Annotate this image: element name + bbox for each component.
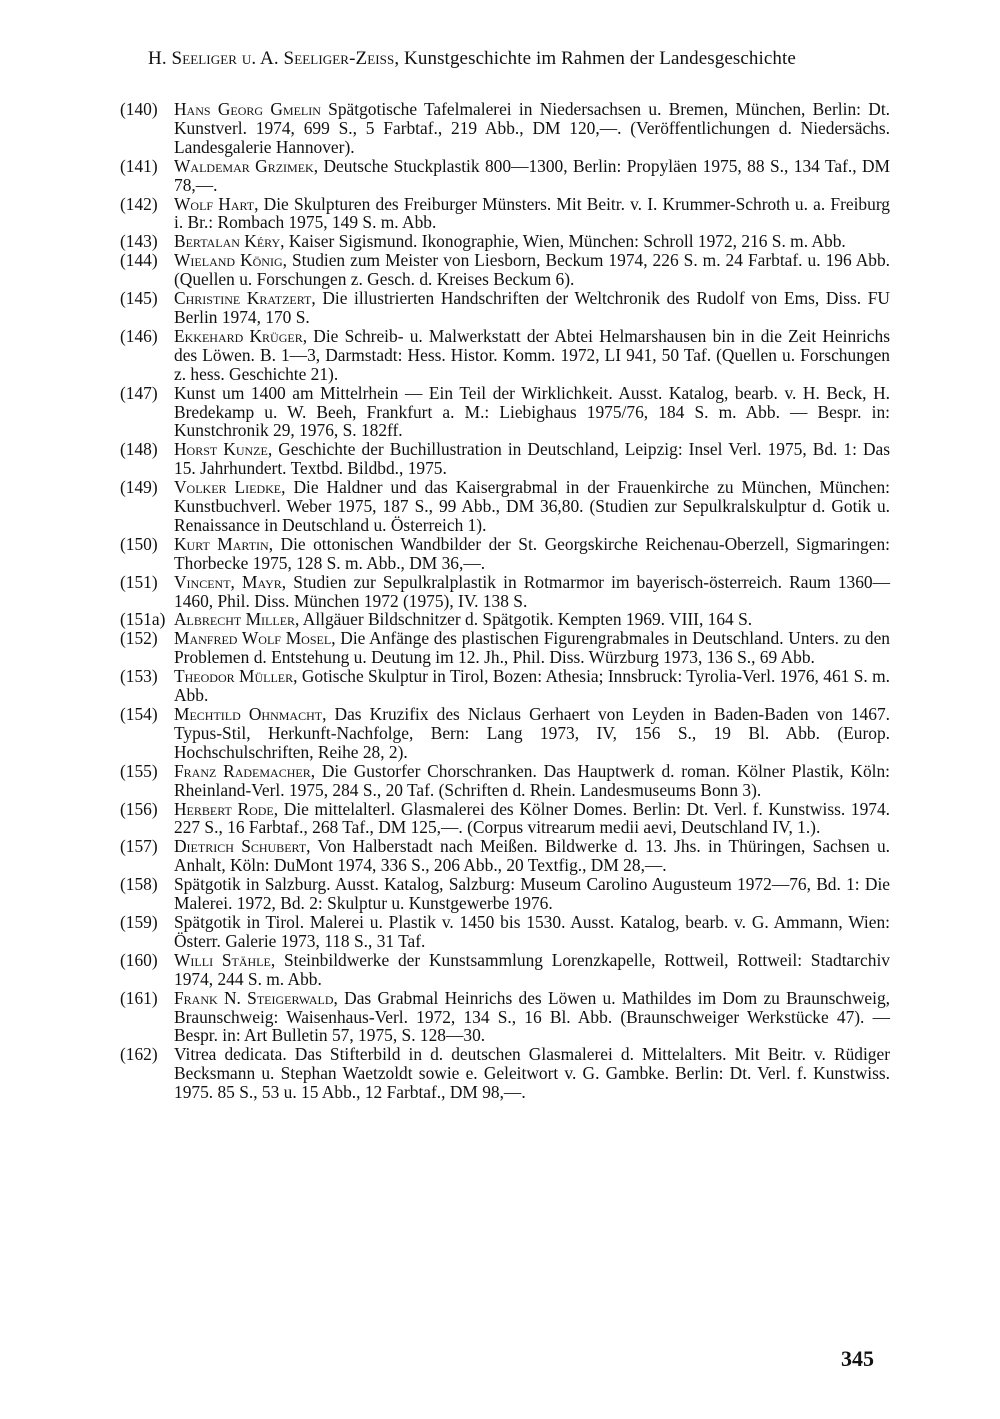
- entry-number: (147): [120, 382, 158, 403]
- header-authors: H. Seeliger u. A. Seeliger-Zeiss,: [148, 48, 400, 69]
- bibliography-entry: [120, 837, 890, 875]
- entry-number: (155): [120, 760, 158, 781]
- bibliography-entry: [120, 629, 890, 667]
- entry-author: Horst Kunze: [174, 439, 268, 460]
- entry-text: , Die Skulpturen des Freiburger Münsters. Mit Beitr. v. I. Krummer-Schroth u. a. Freiburg i. Br.: Rombach 1975, 149 S. m. Abb.: [174, 193, 890, 233]
- entry-text: Spätgotik in Tirol. Malerei u. Plastik v. 1450 bis 1530. Ausst. Katalog, bearb. v. G. Ammann, Wien: Österr. Galerie 1973, 118 S., 31 Taf.: [174, 911, 890, 951]
- entry-number: (159): [120, 911, 158, 932]
- entry-author: Willi Stähle: [174, 949, 271, 970]
- entry-text: Kunst um 1400 am Mittelrhein — Ein Teil der Wirklichkeit. Ausst. Katalog, bearb. v. H. Beck, H. Bredekamp u. W. Beeh, Frankfurt a. M.: Liebighaus 1975/76, 184 S. m. Abb. — Bespr. in: Kunstchronik 29, 1976, S. 182ff.: [174, 382, 890, 441]
- bibliography-entry: [120, 384, 890, 441]
- entry-number: (149): [120, 477, 158, 498]
- entry-text: , Gotische Skulptur in Tirol, Bozen: Athesia; Innsbruck: Tyrolia-Verl. 1976, 461 S. m. Abb.: [174, 666, 890, 706]
- entry-number: (148): [120, 439, 158, 460]
- entry-author: Bertalan Kéry: [174, 231, 281, 252]
- entry-text: Spätgotik in Salzburg. Ausst. Katalog, Salzburg: Museum Carolino Augusteum 1972—76, Bd. 1: Die Malerei. 1972, Bd. 2: Skulptur u. Kunstgewerbe 1976.: [174, 874, 890, 914]
- bibliography-entry: [120, 800, 890, 838]
- entry-text: , Die Gustorfer Chorschranken. Das Hauptwerk d. roman. Kölner Plastik, Köln: Rheinland-Verl. 1975, 284 S., 20 Taf. (Schriften d. Rhein. Landesmuseums Bonn 3).: [174, 760, 890, 800]
- entry-number: (156): [120, 798, 158, 819]
- entry-text: , Das Grabmal Heinrichs des Löwen u. Mathildes im Dom zu Braunschweig, Braunschweig: Waisenhaus-Verl. 1972, 134 S., 16 Bl. Abb. (Braunschweiger Werkstücke 47). — Bespr. in: Art Bulletin 57, 1975, S. 128—30.: [174, 987, 890, 1046]
- entry-text: , Die illustrierten Handschriften der Weltchronik des Rudolf von Ems, Diss. FU Berlin 1974, 170 S.: [174, 288, 890, 327]
- entry-author: Hans Georg Gmelin: [174, 99, 321, 119]
- entry-number: (162): [120, 1044, 158, 1065]
- bibliography-entry: [120, 875, 890, 913]
- entry-number: (151a): [120, 609, 166, 630]
- entry-author: Frank N. Steigerwald: [174, 987, 334, 1008]
- bibliography-entry: [120, 100, 890, 157]
- entry-text: , Steinbildwerke der Kunstsammlung Lorenzkapelle, Rottweil, Rottweil: Stadtarchiv 1974, 244 S. m. Abb.: [174, 949, 890, 989]
- bibliography-entry: [120, 913, 890, 951]
- entry-number: (152): [120, 628, 158, 649]
- entry-number: (141): [120, 155, 158, 176]
- bibliography-entry: [120, 289, 890, 327]
- entry-number: (140): [120, 99, 158, 119]
- entry-text: , Kaiser Sigismund. Ikonographie, Wien, München: Schroll 1972, 216 S. m. Abb.: [280, 231, 846, 252]
- bibliography-entry: [120, 157, 890, 195]
- entry-number: (160): [120, 949, 158, 970]
- entry-text: , Die mittelalterl. Glasmalerei des Kölner Domes. Berlin: Dt. Verl. f. Kunstwiss. 1974. 227 S., 16 Farbtaf., 268 Taf., DM 125,—. (Corpus vitrearum medii aevi, Deutschland IV, 1.).: [174, 798, 890, 838]
- bibliography-entry: [120, 1045, 890, 1102]
- bibliography-entry: [120, 762, 890, 800]
- bibliography-entry: [120, 232, 890, 251]
- entry-author: Mechtild Ohnmacht: [174, 704, 323, 724]
- entry-number: (153): [120, 666, 158, 687]
- entry-text: , Geschichte der Buchillustration in Deutschland, Leipzig: Insel Verl. 1975, Bd. 1: Das 15. Jahrhundert. Textbd. Bildbd., 1975.: [174, 439, 890, 479]
- entry-number: (150): [120, 533, 158, 554]
- entry-author: Herbert Rode: [174, 798, 274, 819]
- entry-number: (151): [120, 571, 158, 592]
- entry-author: Wolf Hart: [174, 193, 255, 214]
- entry-number: (146): [120, 325, 158, 346]
- entry-author: Volker Liedke: [174, 477, 282, 498]
- entry-author: Ekkehard Krüger: [174, 325, 303, 346]
- entry-author: Manfred Wolf Mosel: [174, 628, 332, 649]
- entry-author: Wieland König: [174, 250, 283, 271]
- header-title: Kunstgeschichte im Rahmen der Landesgeschichte: [404, 48, 796, 69]
- entry-author: Dietrich Schubert: [174, 836, 307, 857]
- entry-text: , Die ottonischen Wandbilder der St. Georgskirche Reichenau-Oberzell, Sigmaringen: Thorbecke 1975, 128 S. m. Abb., DM 36,—.: [174, 533, 890, 573]
- entry-number: (157): [120, 836, 158, 857]
- entry-number: (161): [120, 987, 158, 1008]
- bibliography-entry: [120, 989, 890, 1046]
- entry-number: (145): [120, 288, 158, 309]
- bibliography-entry: [120, 195, 890, 233]
- bibliography-entry: [120, 610, 890, 629]
- entry-author: Waldemar Grzimek: [174, 155, 314, 176]
- entry-author: Albrecht Miller: [174, 609, 296, 630]
- entry-author: Theodor Müller: [174, 666, 294, 687]
- entry-text: , Studien zur Sepulkralplastik in Rotmarmor im bayerisch-österreich. Raum 1360—1460, Phil. Diss. München 1972 (1975), IV. 138 S.: [174, 571, 891, 611]
- entry-text: , Allgäuer Bildschnitzer d. Spätgotik. Kempten 1969. VIII, 164 S.: [295, 609, 753, 630]
- entry-text: , Das Kruzifix des Niclaus Gerhaert von Leyden in Baden-Baden von 1467. Typus-Stil, Herkunft-Nachfolge, Bern: Lang 1973, IV, 156 S., 19 Bl. Abb. (Europ. Hochschulschriften, Reihe 28, 2).: [174, 704, 890, 762]
- bibliography-entry: [120, 705, 890, 762]
- entry-number: (158): [120, 874, 158, 895]
- bibliography-entry: [120, 951, 890, 989]
- bibliography-list: [120, 100, 890, 1102]
- entry-number: (143): [120, 231, 158, 252]
- bibliography-entry: [120, 573, 890, 611]
- entry-author: Vincent, Mayr: [174, 571, 282, 592]
- entry-number: (154): [120, 704, 158, 724]
- bibliography-entry: [120, 535, 890, 573]
- entry-text: , Studien zum Meister von Liesborn, Beckum 1974, 226 S. m. 24 Farbtaf. u. 196 Abb. (Quellen u. Forschungen z. Gesch. d. Kreises Beckum 6).: [174, 250, 890, 290]
- bibliography-entry: [120, 440, 890, 478]
- entry-author: Christine Kratzert: [174, 288, 312, 309]
- bibliography-entry: [120, 251, 890, 289]
- running-header: [148, 46, 878, 72]
- entry-text: , Die Haldner und das Kaisergrabmal in der Frauenkirche zu München, München: Kunstbuchverl. Weber 1975, 187 S., 99 Abb., DM 36,80. (Studien zur Sepulkralskulptur d. Gotik u. Renaissance in Deutschland u. Österreich 1).: [174, 477, 891, 535]
- bibliography-entry: [120, 327, 890, 384]
- entry-text: , Deutsche Stuckplastik 800—1300, Berlin: Propyläen 1975, 88 S., 134 Taf., DM 78,—.: [174, 155, 890, 195]
- entry-author: Kurt Martin: [174, 533, 269, 554]
- bibliography-entry: [120, 478, 890, 535]
- entry-number: (142): [120, 193, 158, 214]
- entry-text: Spätgotische Tafelmalerei in Niedersachsen u. Bremen, München, Berlin: Dt. Kunstverl. 1974, 699 S., 5 Farbtaf., 219 Abb., DM 120,—. (Veröffentlichungen d. Niedersächs. Landesgalerie Hannover).: [174, 99, 890, 157]
- entry-text: Vitrea dedicata. Das Stifterbild in d. deutschen Glasmalerei d. Mittelalters. Mit Beitr. v. Rüdiger Becksmann u. Stephan Waetzoldt sowie e. Geleitwort v. G. Gambke. Berlin: Dt. Verl. f. Kunstwiss. 1975. 85 S., 53 u. 15 Abb., 12 Farbtaf., DM 98,—.: [174, 1044, 890, 1103]
- page-number: 345: [841, 1346, 874, 1371]
- entry-author: Franz Rademacher: [174, 760, 311, 781]
- bibliography-entry: [120, 667, 890, 705]
- entry-text: , Die Anfänge des plastischen Figurengrabmales in Deutschland. Unters. zu den Problemen d. Entstehung u. Deutung im 12. Jh., Phil. Diss. Würzburg 1973, 136 S., 69 Abb.: [174, 628, 890, 668]
- entry-text: , Von Halberstadt nach Meißen. Bildwerke d. 13. Jhs. in Thüringen, Sachsen u. Anhalt, Köln: DuMont 1974, 336 S., 206 Abb., 20 Textfig., DM 28,—.: [174, 836, 890, 876]
- entry-text: , Die Schreib- u. Malwerkstatt der Abtei Helmarshausen bin in die Zeit Heinrichs des Löwen. B. 1—3, Darmstadt: Hess. Histor. Komm. 1972, LI 941, 50 Taf. (Quellen u. Forschungen z. hess. Geschichte 21).: [174, 325, 890, 384]
- entry-number: (144): [120, 250, 158, 271]
